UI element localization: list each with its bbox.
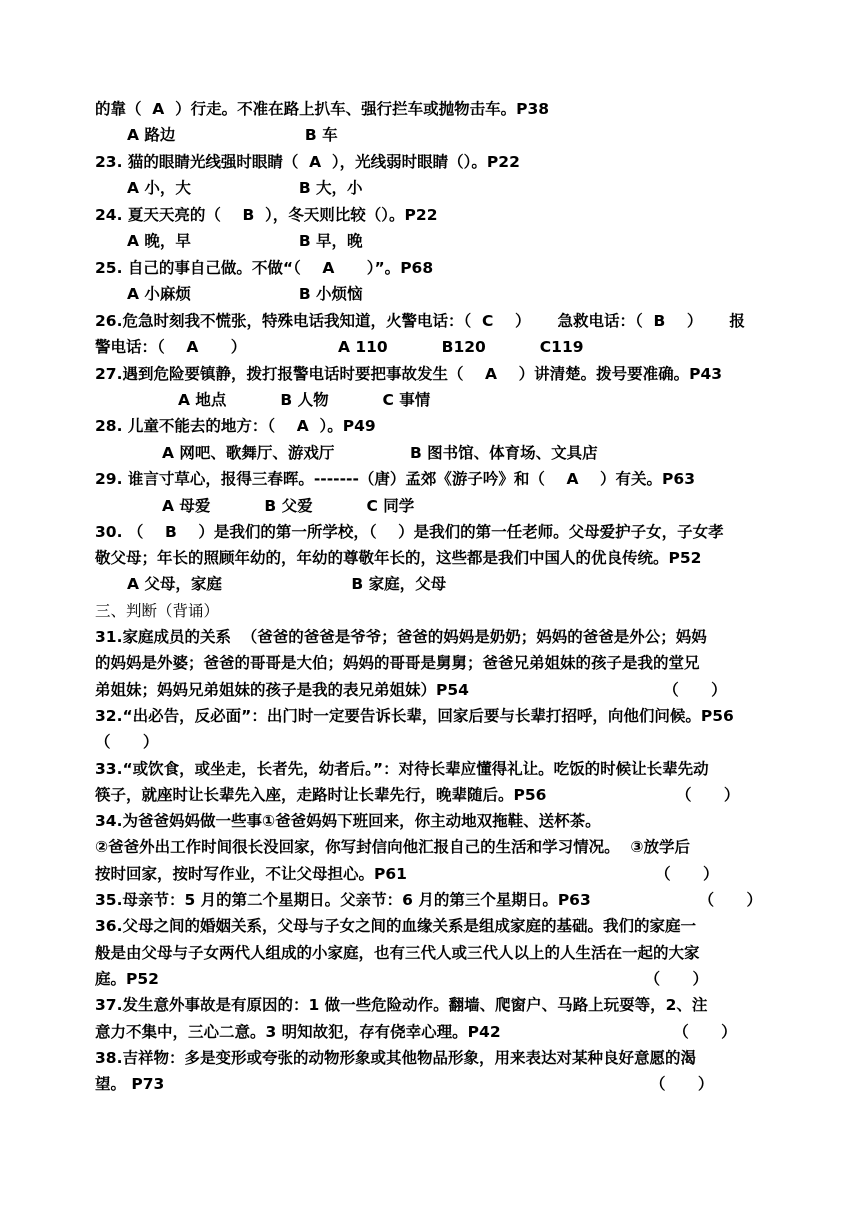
q38-line-1: 38.吉祥物：多是变形或夸张的动物形象或其他物品形象，用来表达对某种良好意愿的渴 (95, 1049, 696, 1067)
q31-line-3: 弟姐妹；妈妈兄弟姐妹的孩子是我的表兄弟姐妹）P54 （ ） (95, 681, 727, 699)
q29-question: 29. 谁言寸草心，报得三春晖。-------（唐）孟郊《游子吟》和（ A ）有关。P63 (95, 470, 695, 488)
q36-line-1: 36.父母之间的婚姻关系，父母与子女之间的血缘关系是组成家庭的基础。我们的家庭一 (95, 917, 696, 935)
q25-options: A 小麻烦 B 小烦恼 (127, 285, 363, 303)
q37-line-1: 37.发生意外事故是有原因的：1 做一些危险动作。翻墙、爬窗户、马路上玩耍等，2、注 (95, 996, 708, 1014)
q28-question: 28. 儿童不能去的地方：（ A ）。P49 (95, 417, 376, 435)
q28-options: A 网吧、歌舞厅、游戏厅 B 图书馆、体育场、文具店 (162, 444, 598, 462)
q27-question: 27.遇到危险要镇静，拨打报警电话时要把事故发生（ A ）讲清楚。拨号要准确。P43 (95, 365, 723, 383)
q30-question-cont: 敬父母；年长的照顾年幼的，年幼的尊敬年长的，这些都是我们中国人的优良传统。P52 (95, 549, 702, 567)
q27-options: A 地点 B 人物 C 事情 (178, 391, 431, 409)
q33-line-1: 33.“或饮食，或坐走，长者先，幼者后。”：对待长辈应懂得礼让。吃饭的时候让长辈先动 (95, 760, 709, 778)
q30-question: 30. （ B ）是我们的第一所学校，（ ）是我们的第一任老师。父母爱护子女，子女孝 (95, 523, 724, 541)
q36-line-2: 般是由父母与子女两代人组成的小家庭，也有三代人或三代人以上的人生活在一起的大家 (95, 944, 700, 962)
q31-line-1: 31.家庭成员的关系 （爸爸的爸爸是爷爷；爸爸的妈妈是奶奶；妈妈的爸爸是外公；妈妈 (95, 628, 707, 646)
q34-line-2: ②爸爸外出工作时间很长没回家，你写封信向他汇报自己的生活和学习情况。 ③放学后 (95, 838, 691, 856)
section-heading-judgement: 三、判断（背诵） (95, 602, 220, 620)
q38-line-2: 望。 P73 （ ） (95, 1075, 714, 1093)
q32-answer-blank: （ ） (95, 733, 159, 751)
q34-line-3: 按时回家，按时写作业，不让父母担心。P61 （ ） (95, 865, 719, 883)
q22-line-2: 的靠（ A ）行走。不准在路上扒车、强行拦车或抛物击车。P38 (95, 100, 550, 118)
q24-options: A 晚，早 B 早，晚 (127, 232, 363, 250)
q33-line-2: 筷子，就座时让长辈先入座，走路时让长辈先行，晚辈随后。P56 （ ） (95, 786, 740, 804)
q36-line-3: 庭。P52 （ ） (95, 970, 708, 988)
q24-question: 24. 夏天天亮的（ B ），冬天则比较（）。P22 (95, 206, 438, 224)
q22-options: A 路边 B 车 (127, 126, 338, 144)
q29-options: A 母爱 B 父爱 C 同学 (162, 497, 415, 515)
q23-options: A 小，大 B 大，小 (127, 179, 363, 197)
q26-question: 26.危急时刻我不慌张，特殊电话我知道，火警电话：（ C ） 急救电话：（ B ） 报 (95, 312, 745, 330)
q32-line-1: 32.“出必告，反必面”：出门时一定要告诉长辈，回家后要与长辈打招呼，向他们问候。P56 (95, 707, 734, 725)
q30-options: A 父母，家庭 B 家庭，父母 (127, 575, 447, 593)
q26-question-cont: 警电话：（ A ） A 110 B120 C119 (95, 338, 584, 356)
q25-question: 25. 自己的事自己做。不做“（ A ）”。P68 (95, 259, 434, 277)
q35-line-1: 35.母亲节：5 月的第二个星期日。父亲节：6 月的第三个星期日。P63 （ ） (95, 891, 763, 909)
q23-question: 23. 猫的眼睛光线强时眼睛（ A ），光线弱时眼睛（）。P22 (95, 153, 520, 171)
q37-line-2: 意力不集中，三心二意。3 明知故犯，存有侥幸心理。P42 （ ） (95, 1023, 737, 1041)
q34-line-1: 34.为爸爸妈妈做一些事①爸爸妈妈下班回来，你主动地双拖鞋、送杯茶。 (95, 812, 601, 830)
q31-line-2: 的妈妈是外婆；爸爸的哥哥是大伯；妈妈的哥哥是舅舅；爸爸兄弟姐妹的孩子是我的堂兄 (95, 654, 700, 672)
